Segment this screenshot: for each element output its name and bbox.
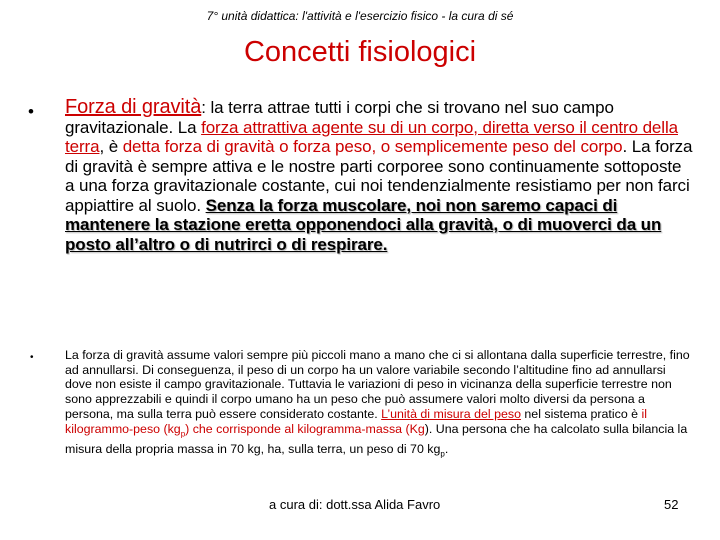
gravity-term: Forza di gravità	[65, 96, 202, 118]
para1-text-1: : la terra attrae tutti i corpi che si trovano nel suo campo gravitazionale. La	[65, 98, 614, 137]
para2-text-3: ). Una persona che ha calcolato sulla bilancia la misura della propria massa in 70 kg, ha, sulla terra, un peso di 70 kg	[65, 421, 688, 456]
gravity-definition: forza attrattiva agente su di un corpo, diretta verso il centro della terra	[65, 117, 678, 156]
unit-of-weight: L’unità di misura del peso	[381, 406, 521, 421]
kgp-subscript: p	[180, 428, 186, 438]
para2-text-2: nel sistema pratico è	[520, 406, 642, 421]
bullet-1: •	[28, 102, 34, 121]
para2-text-4: .	[444, 441, 449, 456]
bullet-2: •	[30, 352, 34, 363]
slide-header: 7° unità didattica: l'attività e l'esercizio fisico - la cura di sé	[206, 9, 514, 23]
slide-title: Concetti fisiologici	[243, 36, 477, 68]
kilogram-mass: ) che corrisponde al kilogramma-massa (Kg	[185, 421, 425, 436]
paragraph-weight	[65, 348, 695, 462]
kgp-subscript-2: p	[440, 449, 445, 459]
para2-text-1: La forza di gravità assume valori sempre più piccoli mano a mano che ci si allontana dalla superficie terrestre, fino ad annullarsi. Di conseguenza, il peso di un corpo ha un valore variabile secondo l’altitudine fino ad annullarsi dove non esiste il campo gravitazionale. Tuttavia le variazioni di peso in vicinanza della superficie terrestre non sono apprezzabili e quindi il corpo umano ha un peso che può assumere valori molto diversi da persona a persona, ma sulla terra può essere considerato costante.	[65, 348, 690, 421]
para1-text-3: . La forza di gravità è sempre attiva e le nostre parti corporee sono continuamente sottoposte a una forza gravitazionale costante, cui noi tendenzialmente resistiamo per non farci appiattire al suolo.	[65, 137, 693, 215]
para1-text-2: , è	[99, 137, 123, 156]
page-number: 52	[664, 497, 679, 512]
kilogram-weight: il kilogrammo-peso (kg	[65, 406, 648, 436]
footer-author: a cura di: dott.ssa Alida Favro	[269, 497, 441, 512]
muscle-force-statement: Senza la forza muscolare, noi non saremo capaci di mantenere la stazione eretta opponendoci alla gravità, o di muoverci da un posto all’altro o di nutrirci o di respirare.	[65, 195, 662, 254]
paragraph-gravity	[65, 98, 695, 254]
gravity-name: detta forza di gravità o forza peso, o semplicemente peso del corpo	[122, 137, 623, 156]
